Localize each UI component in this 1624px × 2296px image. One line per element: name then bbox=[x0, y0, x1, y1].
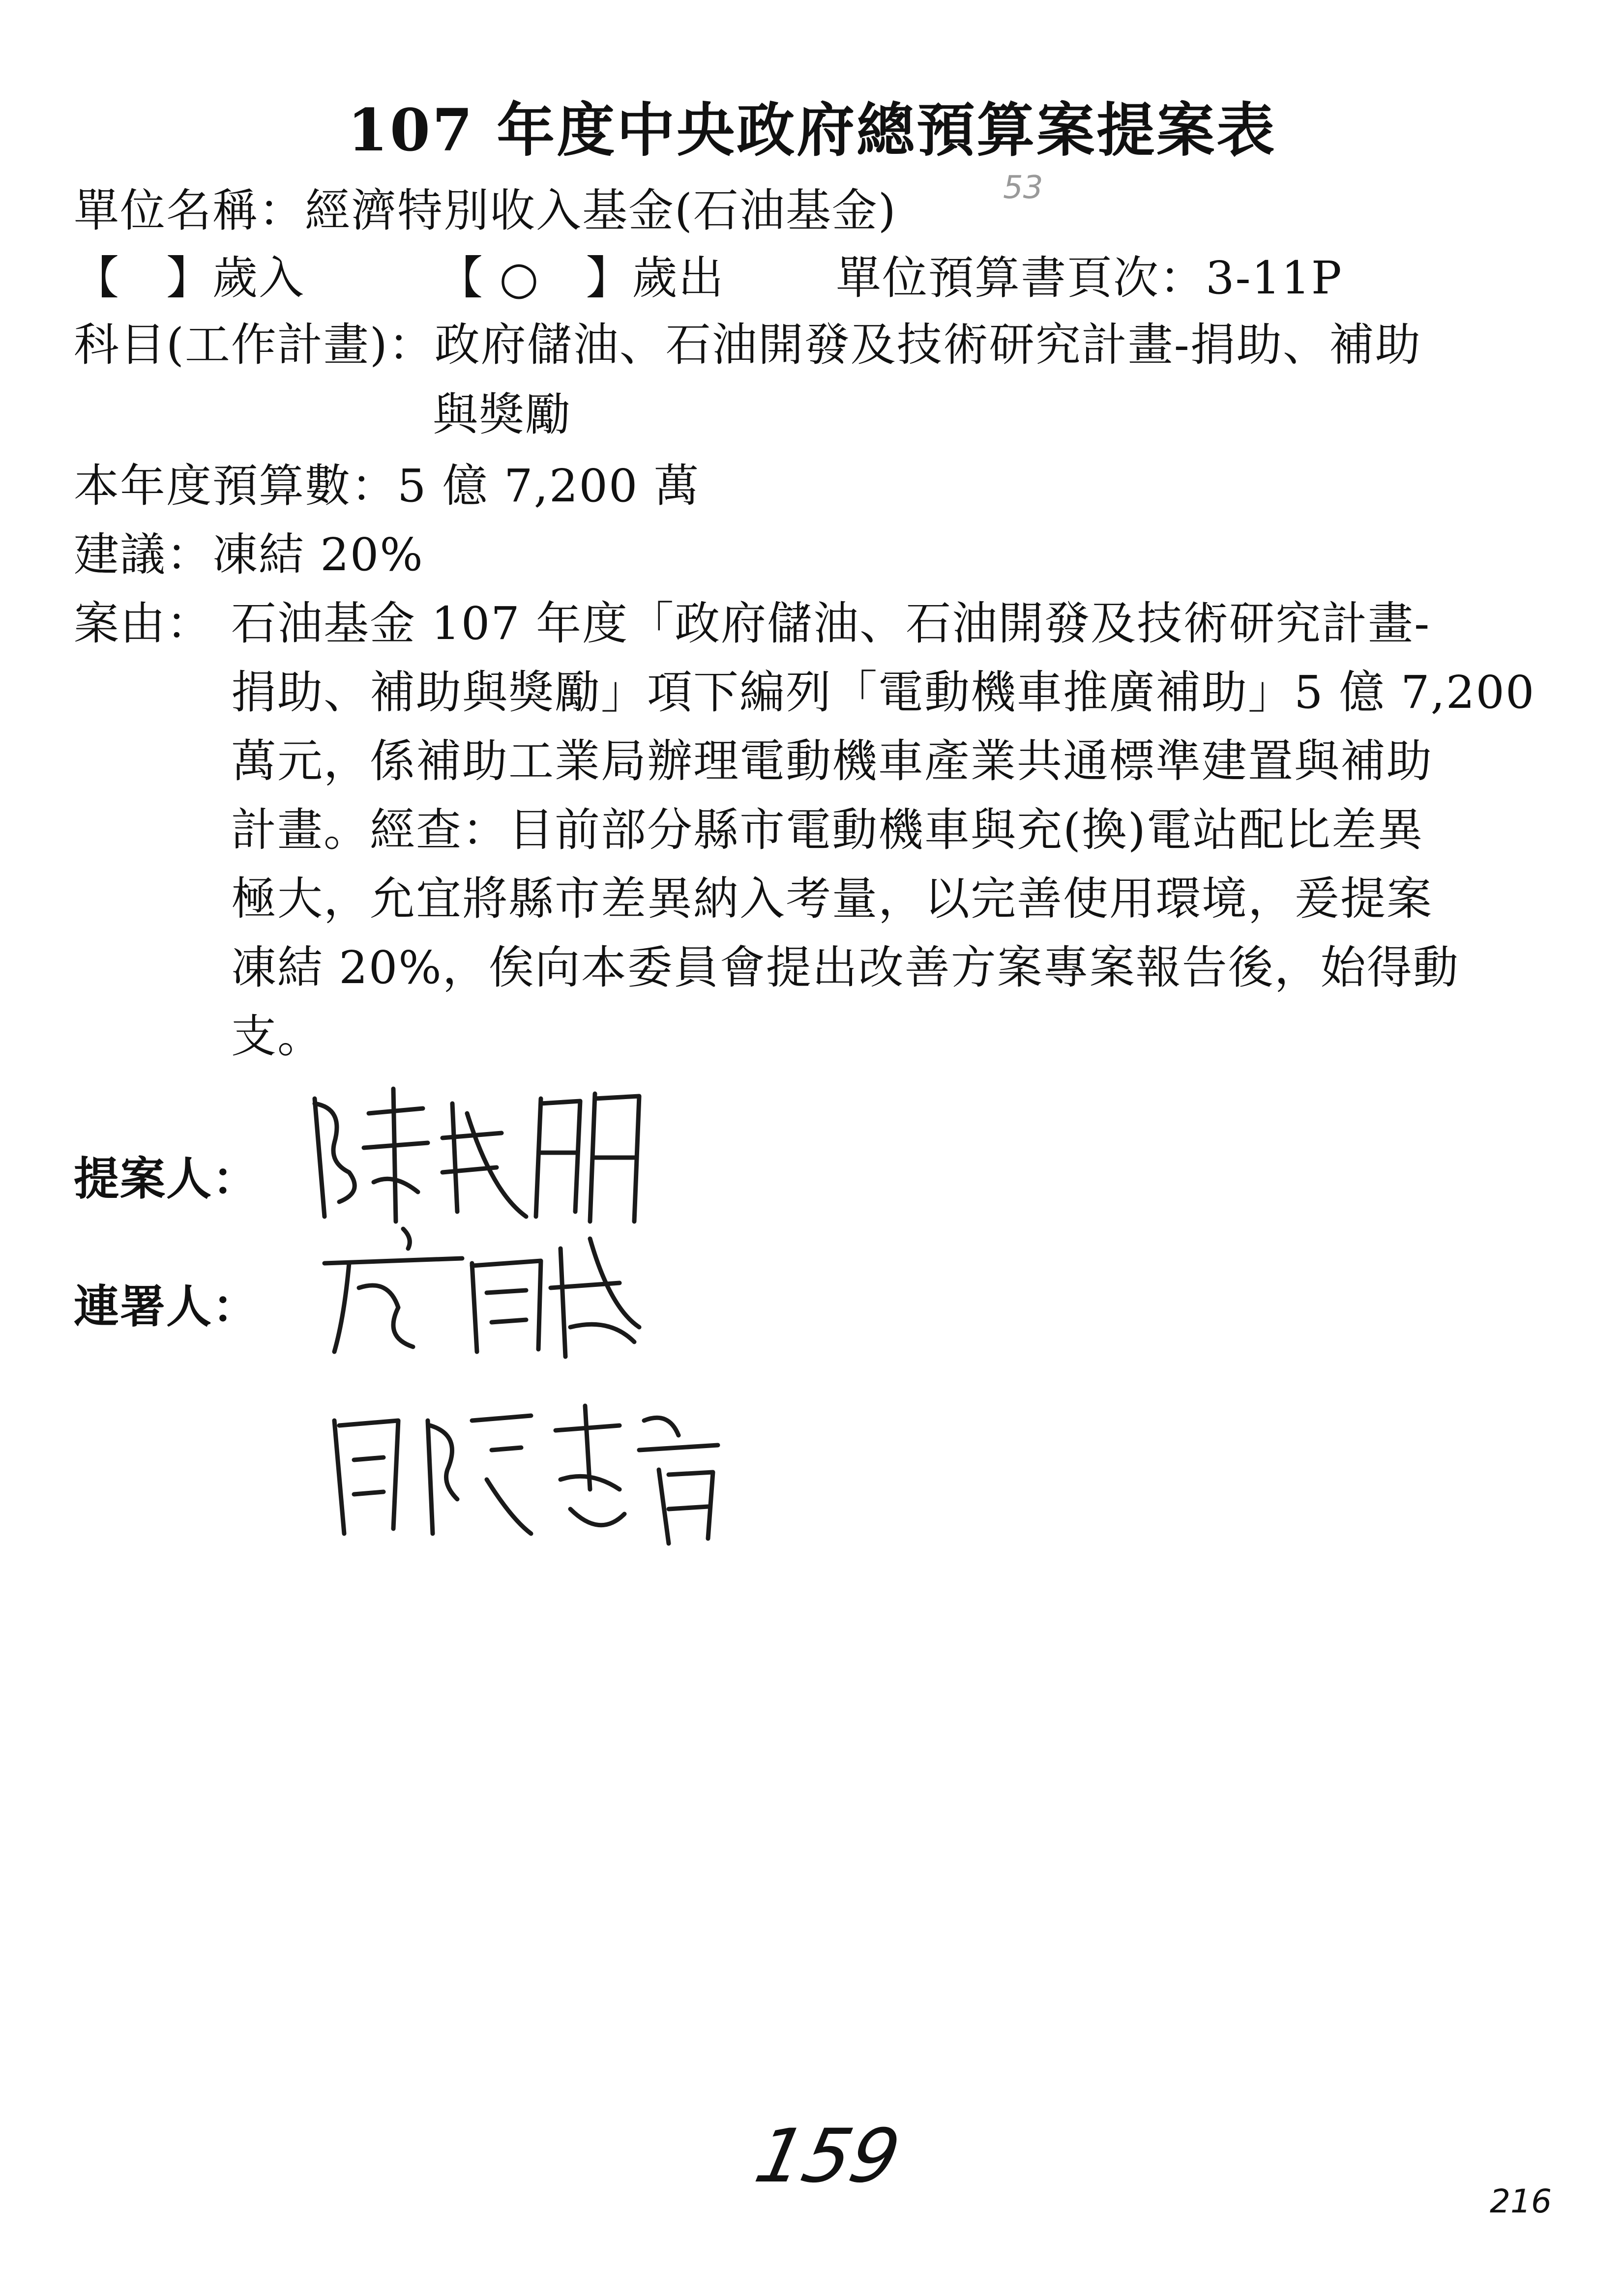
budget-page-row bbox=[836, 242, 1343, 307]
case-line: 計畫。經查：目前部分縣市電動機車與充(換)電站配比差異 bbox=[231, 804, 1424, 856]
proposer-signature bbox=[295, 1074, 669, 1231]
case-line: 石油基金 107 年度「政府儲油、石油開發及技術研究計畫- bbox=[231, 597, 1431, 650]
subject-label: 科目(工作計畫)： bbox=[74, 319, 435, 371]
expenditure-mark: 【 ○ 】歲出 bbox=[438, 252, 725, 304]
cosigner-signature-2 bbox=[325, 1391, 738, 1553]
budget-page-value: 3-11P bbox=[1206, 252, 1343, 304]
case-label: 案由： bbox=[74, 597, 213, 650]
case-line: 支。 bbox=[231, 1010, 324, 1063]
budget-amount-row bbox=[74, 450, 700, 515]
suggestion-label: 建議： bbox=[74, 528, 213, 581]
subject-line-2: 與獎勵 bbox=[433, 388, 572, 441]
case-line: 極大，允宜將縣市差異納入考量，以完善使用環境，爰提案 bbox=[231, 872, 1433, 925]
case-line: 萬元，係補助工業局辦理電動機車產業共通標準建置與補助 bbox=[231, 735, 1433, 787]
budget-amount-value: 5 億 7,200 萬 bbox=[397, 460, 700, 512]
case-line: 凍結 20%，俟向本委員會提出改善方案專案報告後，始得動 bbox=[231, 941, 1459, 994]
unit-note: 53 bbox=[1003, 170, 1043, 206]
suggestion-row bbox=[74, 519, 424, 583]
subject-line-1: 政府儲油、石油開發及技術研究計畫-捐助、補助 bbox=[434, 319, 1421, 371]
budget-amount-label: 本年度預算數： bbox=[74, 460, 398, 512]
unit-label: 單位名稱： bbox=[74, 184, 305, 237]
unit-value: 經濟特別收入基金(石油基金) bbox=[305, 184, 897, 237]
cosigner-label: 連署人： bbox=[74, 1280, 259, 1333]
subject-row bbox=[74, 309, 1421, 374]
revenue-mark: 【 】歲入 bbox=[74, 252, 305, 304]
suggestion-value: 凍結 20% bbox=[212, 528, 424, 581]
page-title: 107 年度中央政府總預算案提案表 bbox=[347, 96, 1277, 164]
page-number: 159 bbox=[748, 2114, 907, 2199]
cosigner-signature-1 bbox=[315, 1219, 659, 1366]
case-line: 捐助、補助與獎勵」項下編列「電動機車推廣補助」5 億 7,200 bbox=[231, 666, 1535, 719]
unit-row bbox=[74, 174, 897, 239]
budget-page-label: 單位預算書頁次： bbox=[836, 252, 1206, 304]
proposer-label: 提案人： bbox=[74, 1152, 259, 1205]
corner-number: 216 bbox=[1490, 2182, 1552, 2220]
